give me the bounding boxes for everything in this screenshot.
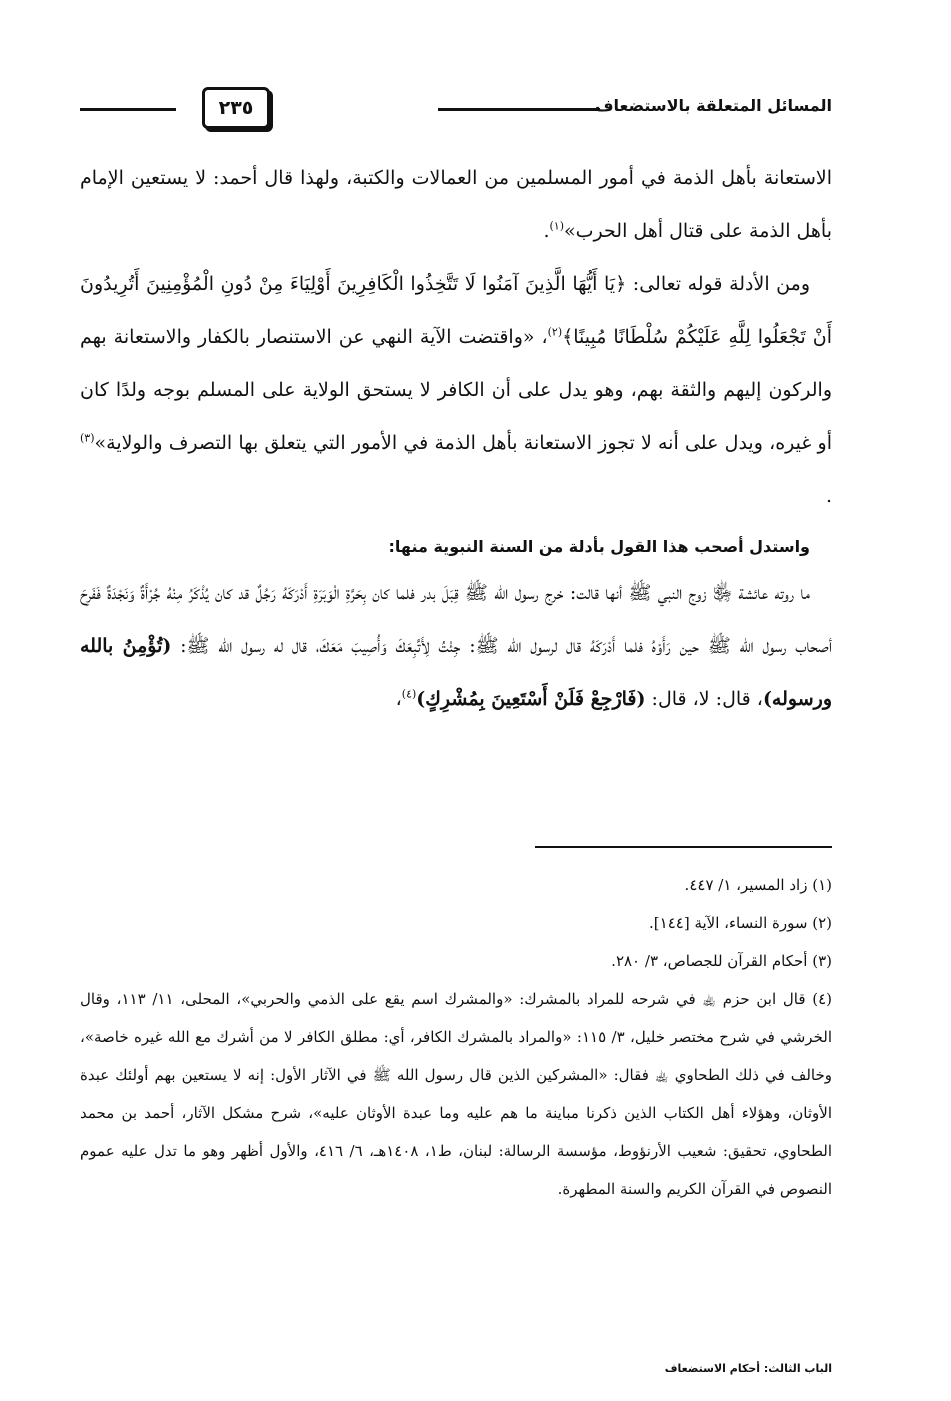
paragraph-2-text: ، «واقتضت الآية النهي عن الاستنصار بالكفار والاستعانة بهم والركون إليهم والثقة بهم، وهو يدل على أن الكافر لا يستحق الولاية على المسلم بوجه ولدًا كان أو غيره، ويدل على أنه لا تجوز الاستعانة بأهل الذمة في الأمور التي يتعلق بها التصرف والولاية» [80,326,832,454]
header-rule-right [438,108,600,111]
footnote-4: (٤) قال ابن حزم ﵀ في شرحه للمراد بالمشرك: «والمشرك اسم يقع على الذمي والحربي»، المحلى، ١١/ ١١٣، وقال الخرشي في شرح مختصر خليل، ٣/ ١١٥: «والمراد بالمشرك الكافر، أي: مطلق الكافر لا من أشرك مع الله غيره خاصة»، وخالف في ذلك الطحاوي ﵀ فقال: «المشركين الذين قال رسول الله ﷺ في الآثار الأول: إنه لا يستعين بهم أولئك عبدة الأوثان، وهؤلاء أهل الكتاب الذين ذكرنا مباينة ما هم عليه وما عبدة الأوثان عليه»، شرح مشكل الآثار، أحمد بن محمد الطحاوي، تحقيق: شعيب الأرنؤوط، مؤسسة الرسالة: لبنان، ط١، ١٤٠٨هـ، ٦/ ٤١٦، والأول أظهر وهو ما تدل عليه عموم النصوص في القرآن الكريم والسنة المطهرة. [80,990,832,1198]
hadith-quote-1: (تُؤْمِنُ بالله ورسوله) [80,635,832,710]
paragraph-1-text: الاستعانة بأهل الذمة في أمور المسلمين من العمالات والكتبة، ولهذا قال أحمد: لا يستعين الإمام بأهل الذمة على قتال أهل الحرب» [80,167,832,242]
footnote-ref-4[interactable]: (٤) [401,687,417,701]
footnote-2: (٢) سورة النساء، الآية [١٤٤]. [649,914,832,932]
header-title: المسائل المتعلقة بالاستضعاف [594,96,832,115]
footnote-separator [535,846,832,848]
footnote-1: (١) زاد المسير، ١/ ٤٤٧. [684,876,832,894]
running-header [80,86,832,136]
paragraph-2-end: . [825,485,832,507]
footnote-ref-1[interactable]: (١) [549,219,565,233]
section-heading: واستدل أصحب هذا القول بأدلة من السنة النبوية منها: [388,537,810,556]
footnote-3: (٣) أحكام القرآن للجصاص، ٣/ ٢٨٠. [611,952,832,970]
footnote-ref-2[interactable]: (٢) [547,325,563,339]
main-text [80,152,832,726]
paragraph-3-end: ، [395,688,402,710]
page-number: ٢٣٥ [202,87,270,129]
footnotes [80,866,832,1208]
book-page [80,0,832,1401]
paragraph-2 [80,258,832,523]
footnote-ref-3[interactable]: (٣) [80,431,95,445]
paragraph-2-intro: ومن الأدلة قوله تعالى: [626,273,811,295]
paragraph-3-text: ما روته عائشة ﵂ زوج النبي ﷺ أنها قالت: خرج رسول الله ﷺ قِبَلَ بدر فلما كان بِحَرَّةِ الْوَبَرَةِ أَدْرَكَهُ رَجُلٌ قد كان يُذْكَرُ مِنْهُ جُرْأَةٌ وَنَجْدَةٌ فَفَرِحَ أصحاب رسول الله ﷺ حين رَأَوْهُ فلما أَدْرَكَهُ قال لرسول الله ﷺ: جِئْتُ لِأَتَّبِعَكَ وَأُصِيبَ مَعَكَ، قال له رسول الله ﷺ: [80,582,832,657]
paragraph-1 [80,152,832,258]
hadith-quote-2: (فَارْجِعْ فَلَنْ أَسْتَعِينَ بِمُشْرِكٍ) [416,688,646,710]
paragraph-1-end: . [543,220,550,242]
running-footer: الباب الثالث: أحكام الاستضعاف [664,1362,832,1375]
paragraph-3-mid: ، قال: لا، قال: [645,688,763,710]
paragraph-3 [80,567,832,726]
quran-verse: ﴿يَا أَيُّهَا الَّذِينَ آمَنُوا لَا تَتَّخِذُوا الْكَافِرِينَ أَوْلِيَاءَ مِنْ دُونِ الْمُؤْمِنِينَ أَتُرِيدُونَ أَنْ تَجْعَلُوا لِلَّهِ عَلَيْكُمْ سُلْطَانًا مُبِينًا﴾ [80,273,833,348]
header-rule-left [80,108,176,111]
